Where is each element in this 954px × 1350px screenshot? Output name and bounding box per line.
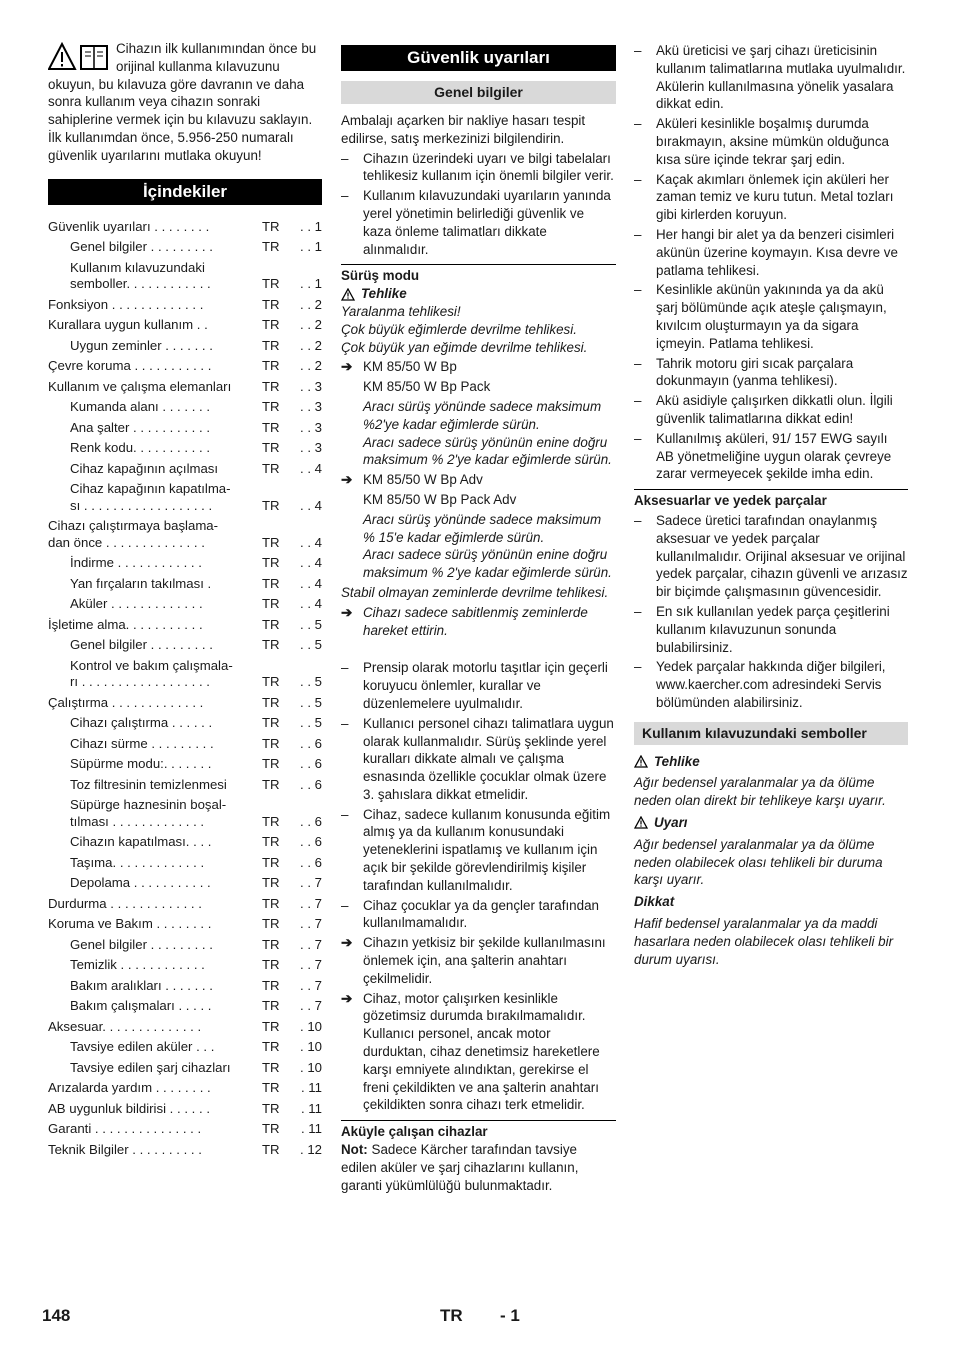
battery-note <box>341 1141 616 1194</box>
toc-title: İndirme . . . . . . . . . . . . <box>70 555 202 571</box>
toc-lang: TR <box>262 575 280 591</box>
toc-page: . . 6 <box>300 813 322 829</box>
general-list <box>341 150 616 259</box>
toc-row[interactable] <box>48 379 322 396</box>
drive-arrow-item-text: Cihaz, motor çalışırken kesinlikle gözetimsiz durumda bırakılmamalıdır. Kullanıcı personel, ancak motor durduktan, cihaz denetimsiz hareketlere karşı emniyete alındıktan, gerekirse el freni çekildikten ve ana şalterin anahtarı çekildikten sonra cihazı terk etmelidir. <box>363 990 600 1113</box>
general-heading: Genel bilgiler <box>341 81 616 104</box>
dash-marker: – <box>634 603 642 619</box>
toc-row[interactable] <box>48 358 322 375</box>
model-2-text-2: Aracı sadece sürüş yönünün enine doğru maksimum % 2'ye kadar eğimlerde sürün. <box>363 547 612 581</box>
toc-page: . . 6 <box>300 756 322 772</box>
footer-sub: - 1 <box>500 1306 520 1325</box>
battery-item <box>634 355 908 391</box>
toc-page: . . 4 <box>300 497 322 513</box>
toc-lang: TR <box>262 813 280 829</box>
column-left <box>48 40 322 1158</box>
toc-title: Kumanda alanı . . . . . . . <box>70 399 211 415</box>
dash-marker: – <box>634 512 642 528</box>
accessories-item-text: En sık kullanılan yedek parça çeşitlerini kullanım kılavuzunun sonunda bulabilirsiniz. <box>656 603 890 655</box>
general-item-text: Cihazın üzerindeki uyarı ve bilgi tabelaları tehlikesiz kullanım için önemli bilgiler verir. <box>363 150 614 184</box>
toc-title: Arızalarda yardım . . . . . . . . <box>48 1080 211 1096</box>
toc-lang: TR <box>262 1018 280 1034</box>
toc-title: Renk kodu. . . . . . . . . . . <box>70 440 210 456</box>
toc-page: . . 3 <box>300 419 322 435</box>
toc-row[interactable] <box>48 875 322 892</box>
toc-title: Bakım aralıkları . . . . . . . <box>70 977 213 993</box>
toc-title: Çevre koruma . . . . . . . . . . . <box>48 358 212 374</box>
warning-triangle-icon <box>634 755 648 768</box>
dash-marker: – <box>634 355 642 371</box>
accessories-item <box>634 603 908 656</box>
drive-arrow-list <box>341 934 616 1114</box>
toc-lang: TR <box>262 998 280 1014</box>
sym-warning-text: Ağır bedensel yaralanmalar ya da ölüme neden olabilecek olası tehlikeli bir duruma karşı uyarır. <box>634 836 883 888</box>
toc-page: . . 7 <box>300 895 322 911</box>
toc-page: . . 4 <box>300 460 322 476</box>
battery-item <box>634 392 908 428</box>
toc-page: . . 7 <box>300 998 322 1014</box>
intro-text-2: İlk kullanımdan önce, 5.956-250 numaralı güvenlik uyarılarını mutlaka okuyun! <box>48 129 294 163</box>
battery-item <box>634 171 908 224</box>
toc-lang: TR <box>262 1080 280 1096</box>
toc-page: . 10 <box>300 1018 322 1034</box>
toc-page: . . 7 <box>300 916 322 932</box>
toc-lang: TR <box>262 1121 280 1137</box>
dash-marker: – <box>341 150 349 166</box>
unstable-arrow <box>341 604 616 640</box>
battery-item <box>634 430 908 483</box>
toc-title: Cihaz kapağının kapatılma- sı . . . . . . . . . . . . . . . . . . <box>70 481 231 513</box>
toc-page: . . 5 <box>300 637 322 653</box>
toc-page: . . 6 <box>300 854 322 870</box>
toc-lang: TR <box>262 239 280 255</box>
toc-title: Uygun zeminler . . . . . . . <box>70 337 213 353</box>
toc-lang: TR <box>262 460 280 476</box>
toc-page: . . 6 <box>300 776 322 792</box>
unstable-arrow-text: Cihazı sadece sabitlenmiş zeminlerde hareket ettirin. <box>363 604 588 638</box>
battery-item <box>634 115 908 168</box>
toc-page: . . 2 <box>300 337 322 353</box>
column-middle <box>341 40 616 1194</box>
toc-row[interactable] <box>48 715 322 732</box>
dash-marker: – <box>634 171 642 187</box>
model-2-label: KM 85/50 W Bp Adv <box>363 472 483 488</box>
arrow-icon: ➔ <box>341 935 353 951</box>
arrow-icon: ➔ <box>341 472 353 488</box>
symbols-heading: Kullanım kılavuzundaki semboller <box>634 722 908 745</box>
accessories-heading: Aksesuarlar ve yedek parçalar <box>634 489 908 510</box>
sym-danger-text: Ağır bedensel yaralanmalar ya da ölüme neden olan direkt bir tehlikeye karşı uyarır. <box>634 775 886 809</box>
table-of-contents <box>48 219 322 1159</box>
toc-row[interactable] <box>48 219 322 236</box>
footer-lang: TR <box>440 1306 463 1325</box>
toc-page: . . 5 <box>300 715 322 731</box>
sym-danger <box>634 753 908 771</box>
accessories-item <box>634 658 908 711</box>
general-item-text: Kullanım kılavuzundaki uyarıların yanında yerel yönetimin belirlediği güvenlik ve kaza önleme talimatları dikkate alınmalıdır. <box>363 188 611 257</box>
toc-title: Kontrol ve bakım çalışmala- rı . . . . . . . . . . . . . . . . . . <box>70 657 233 690</box>
toc-page: . . 2 <box>300 296 322 312</box>
dash-marker: – <box>341 806 349 822</box>
battery-item-text: Kesinlikle akünün yakınında ya da akü şarj bölümünde açık ateşle çalışmayın, kıvılcım oluşturmayın ya da sigara içmeyin. Patlama tehlikesi. <box>656 282 887 351</box>
battery-item-text: Her hangi bir alet ya da benzeri cisimleri akünün üzerine koymayın. Kısa devre ve patlama tehlikesi. <box>656 226 898 278</box>
dash-marker: – <box>341 897 349 913</box>
sym-caution-text: Hafif bedensel yaralanmalar ya da maddi hasarlara neden olabilecek olası tehlikeli bir durum uyarısı. <box>634 916 894 967</box>
toc-title: Genel bilgiler . . . . . . . . . <box>70 936 213 952</box>
toc-lang: TR <box>262 596 280 612</box>
sym-warning-label: Uyarı <box>654 815 688 831</box>
toc-lang: TR <box>262 616 280 632</box>
toc-row[interactable] <box>48 1019 322 1036</box>
toc-title: Cihazı çalıştırmaya başlama- dan önce . . . . . . . . . . . . . . <box>48 518 219 550</box>
battery-item-text: Tahrik motoru giri sıcak parçalara dokunmayın (yanma tehlikesi). <box>656 355 854 389</box>
unstable-text: Stabil olmayan zeminlerde devrilme tehlikesi. <box>341 584 609 600</box>
sym-caution-label: Dikkat <box>634 894 675 910</box>
dash-marker: – <box>341 660 349 676</box>
toc-title: İşletime alma. . . . . . . . . . . <box>48 616 203 632</box>
toc-row[interactable] <box>48 481 322 514</box>
battery-item-text: Akü asidiyle çalışırken dikkatli olun. İlgili güvenlik talimatlarına dikkat edin! <box>656 393 893 426</box>
toc-title: Bakım çalışmaları . . . . . <box>70 998 212 1014</box>
battery-item-text: Akü üreticisi ve şarj cihazı üreticisinin kullanım talimatlarına mutlaka uyulmalıdır. Akülerin kullanılmasına yönelik yasalara dikkat edin. <box>656 43 906 112</box>
toc-title: Güvenlik uyarıları . . . . . . . . <box>48 218 210 234</box>
toc-page: . . 1 <box>300 218 322 234</box>
toc-lang: TR <box>262 1100 280 1116</box>
general-text: Ambalajı açarken bir nakliye hasarı tespit edilirse, satış merkezinizi bilgilendirin. <box>341 113 586 146</box>
battery-item-text: Kullanılmış aküleri, 91/ 157 EWG sayılı AB yönetmeliğine uygun olarak çevreye zarar vermeyecek şekilde imha edin. <box>656 430 892 482</box>
toc-lang: TR <box>262 276 280 292</box>
dash-marker: – <box>634 659 642 675</box>
toc-row[interactable] <box>48 1142 322 1159</box>
toc-page: . . 6 <box>300 735 322 751</box>
toc-page: . . 4 <box>300 555 322 571</box>
toc-lang: TR <box>262 977 280 993</box>
toc-title: Garanti . . . . . . . . . . . . . . . <box>48 1121 202 1137</box>
safety-heading: Güvenlik uyarıları <box>341 45 616 71</box>
intro-block <box>48 40 322 165</box>
toc-row[interactable] <box>48 239 322 256</box>
toc-row[interactable] <box>48 317 322 334</box>
drive-danger <box>341 285 616 303</box>
toc-row[interactable] <box>48 957 322 974</box>
toc-row[interactable] <box>48 617 322 634</box>
toc-title: Yan fırçaların takılması . <box>70 575 212 591</box>
toc-page: . . 4 <box>300 534 322 550</box>
model-1b: KM 85/50 W Bp Pack <box>363 379 491 395</box>
toc-row[interactable] <box>48 637 322 654</box>
toc-title: Tavsiye edilen şarj cihazları <box>70 1059 231 1075</box>
toc-title: Depolama . . . . . . . . . . . <box>70 875 211 891</box>
toc-page: . . 3 <box>300 399 322 415</box>
toc-row[interactable] <box>48 1039 322 1056</box>
toc-row[interactable] <box>48 896 322 913</box>
toc-title: Tavsiye edilen aküler . . . <box>70 1039 215 1055</box>
toc-row[interactable] <box>48 695 322 712</box>
toc-row[interactable] <box>48 1080 322 1097</box>
drive-arrow-item <box>341 934 616 987</box>
dash-marker: – <box>634 43 642 58</box>
toc-lang: TR <box>262 834 280 850</box>
model-1-text-1: Aracı sürüş yönünde sadece maksimum %2'ye kadar eğimlerde sürün. <box>363 398 602 432</box>
toc-row[interactable] <box>48 576 322 593</box>
battery-item <box>634 281 908 352</box>
model-2b: KM 85/50 W Bp Pack Adv <box>363 491 517 507</box>
toc-row[interactable] <box>48 518 322 551</box>
toc-page: . . 1 <box>300 276 322 292</box>
arrow-icon: ➔ <box>341 359 353 375</box>
toc-lang: TR <box>262 218 280 234</box>
arrow-icon: ➔ <box>341 990 353 1006</box>
toc-lang: TR <box>262 957 280 973</box>
toc-row[interactable] <box>48 834 322 851</box>
toc-title: Fonksiyon . . . . . . . . . . . . . <box>48 296 204 312</box>
drive-item-text: Prensip olarak motorlu taşıtlar için geçerli koruyucu önlemler, kurallar ve düzenlemelere uyulmalıdır. <box>363 660 608 711</box>
toc-row[interactable] <box>48 937 322 954</box>
toc-row[interactable] <box>48 658 322 691</box>
toc-row[interactable] <box>48 1101 322 1118</box>
battery-item-text: Kaçak akımları önlemek için aküleri her zaman temiz ve kuru tutun. Metal tozları gibi kirlerden koruyun. <box>656 171 894 223</box>
toc-page: . . 3 <box>300 440 322 456</box>
drive-item <box>341 659 616 712</box>
toc-lang: TR <box>262 776 280 792</box>
toc-page: . 11 <box>300 1121 322 1137</box>
toc-lang: TR <box>262 875 280 891</box>
drive-item <box>341 806 616 895</box>
model-2 <box>341 471 616 489</box>
toc-row[interactable] <box>48 756 322 773</box>
toc-title: Süpürme modu:. . . . . . . <box>70 756 212 772</box>
toc-lang: TR <box>262 1039 280 1055</box>
toc-title: Cihazın kapatılması. . . . <box>70 834 212 850</box>
toc-lang: TR <box>262 440 280 456</box>
toc-lang: TR <box>262 715 280 731</box>
toc-title: Taşıma. . . . . . . . . . . . . <box>70 854 205 870</box>
toc-row[interactable] <box>48 420 322 437</box>
toc-page: . 11 <box>300 1100 322 1116</box>
model-1 <box>341 358 616 376</box>
toc-lang: TR <box>262 936 280 952</box>
page-number: 148 <box>42 1306 71 1325</box>
toc-row[interactable] <box>48 399 322 416</box>
column-right <box>634 40 908 968</box>
general-item <box>341 187 616 258</box>
accessories-item-text: Sadece üretici tarafından onaylanmış aksesuar ve yedek parçalar kullanılmalıdır. Orijinal aksesuar ve orijinal yedek parçalar, cihazın güvenli ve arızasız bir biçimde çalışmasının güvencesidir. <box>656 512 908 600</box>
drive-list <box>341 659 616 932</box>
toc-title: Cihaz kapağının açılması <box>70 460 219 476</box>
battery-item-text: Aküleri kesinlikle boşalmış durumda bırakmayın, aksine mümkün olduğunca kısa süre içinde tekrar şarj edin. <box>656 116 889 167</box>
sym-danger-label: Tehlike <box>654 753 700 769</box>
toc-row[interactable] <box>48 596 322 613</box>
battery-item <box>634 226 908 279</box>
accessories-item-text: Yedek parçalar hakkında diğer bilgileri, www.kaercher.com adresindeki Servis bölümünden alabilirsiniz. <box>656 659 886 710</box>
intro-text: Cihazın ilk kullanımından önce bu orijinal kullanma kılavuzunu okuyun, bu kılavuza göre davranın ve daha sonra kullanım veya cihazın sonraki sahiplerine vermek için bu kılavuzu saklayın. <box>48 41 317 128</box>
toc-page: . . 2 <box>300 317 322 333</box>
toc-row[interactable] <box>48 1121 322 1138</box>
toc-lang: TR <box>262 534 280 550</box>
toc-row[interactable] <box>48 338 322 355</box>
toc-title: Aküler . . . . . . . . . . . . . <box>70 596 203 612</box>
toc-row[interactable] <box>48 916 322 933</box>
toc-page: . . 7 <box>300 977 322 993</box>
drive-item <box>341 715 616 804</box>
toc-title: Durdurma . . . . . . . . . . . . . <box>48 895 202 911</box>
drive-item-text: Kullanıcı personel cihazı talimatlara uygun olarak kullanmalıdır. Sürüş şeklinde yerel kuralları dikkate almalı ve çalışma esnasında özellikle çocuklar olmak üzere 3. şahıslara dikkat etmelidir. <box>363 715 614 802</box>
arrow-icon: ➔ <box>341 604 353 620</box>
toc-lang: TR <box>262 694 280 710</box>
battery-heading: Aküyle çalışan cihazlar <box>341 1120 616 1141</box>
accessories-item <box>634 512 908 601</box>
toc-page: . . 4 <box>300 596 322 612</box>
toc-title: Kurallara uygun kullanım . . <box>48 317 208 333</box>
toc-page: . . 5 <box>300 694 322 710</box>
toc-lang: TR <box>262 756 280 772</box>
battery-note-label: Not: <box>341 1142 368 1158</box>
model-1-label: KM 85/50 W Bp <box>363 359 457 375</box>
toc-title: Çalıştırma . . . . . . . . . . . . . <box>48 694 204 710</box>
battery-item <box>634 42 908 113</box>
toc-row[interactable] <box>48 555 322 572</box>
toc-row[interactable] <box>48 461 322 478</box>
drive-warn-2: Çok büyük eğimlerde devrilme tehlikesi. <box>341 321 577 337</box>
toc-lang: TR <box>262 735 280 751</box>
toc-page: . . 6 <box>300 834 322 850</box>
toc-title: Genel bilgiler . . . . . . . . . <box>70 637 213 653</box>
dash-marker: – <box>634 430 642 446</box>
toc-page: . . 2 <box>300 358 322 374</box>
drive-arrow-item-text: Cihazın yetkisiz bir şekilde kullanılmasını önlemek için, ana şalterin anahtarı çekilmelidir. <box>363 935 606 986</box>
toc-row[interactable] <box>48 978 322 995</box>
toc-lang: TR <box>262 674 280 690</box>
dash-marker: – <box>341 188 349 204</box>
toc-lang: TR <box>262 1059 280 1075</box>
toc-lang: TR <box>262 378 280 394</box>
toc-lang: TR <box>262 296 280 312</box>
toc-heading: İçindekiler <box>48 179 322 205</box>
toc-lang: TR <box>262 419 280 435</box>
toc-page: . 11 <box>300 1080 322 1096</box>
dash-marker: – <box>341 715 349 731</box>
toc-lang: TR <box>262 497 280 513</box>
toc-title: Genel bilgiler . . . . . . . . . <box>70 239 213 255</box>
toc-title: Ana şalter . . . . . . . . . . . <box>70 419 210 435</box>
toc-row[interactable] <box>48 777 322 794</box>
dash-marker: – <box>634 226 642 242</box>
toc-page: . 12 <box>300 1141 322 1157</box>
drive-warn-3: Çok büyük yan eğimde devrilme tehlikesi. <box>341 339 588 355</box>
toc-lang: TR <box>262 1141 280 1157</box>
warning-triangle-icon <box>634 816 648 829</box>
toc-title: Kullanım ve çalışma elemanları <box>48 378 232 394</box>
dash-marker: – <box>634 393 642 409</box>
drive-danger-label: Tehlike <box>361 286 407 302</box>
toc-title: Cihazı çalıştırma . . . . . . <box>70 715 213 731</box>
toc-row[interactable] <box>48 855 322 872</box>
toc-page: . . 4 <box>300 575 322 591</box>
toc-title: Toz filtresinin temizlenmesi <box>70 776 227 792</box>
battery-list <box>634 42 908 483</box>
dash-marker: – <box>634 282 642 298</box>
toc-page: . 10 <box>300 1059 322 1075</box>
general-item <box>341 150 616 186</box>
toc-lang: TR <box>262 637 280 653</box>
toc-page: . . 7 <box>300 936 322 952</box>
toc-title: Koruma ve Bakım . . . . . . . . <box>48 916 212 932</box>
toc-title: Temizlik . . . . . . . . . . . . <box>70 957 205 973</box>
toc-page: . . 3 <box>300 378 322 394</box>
toc-title: AB uygunluk bildirisi . . . . . . <box>48 1100 210 1116</box>
toc-lang: TR <box>262 854 280 870</box>
warning-triangle-icon <box>341 288 355 301</box>
toc-row[interactable] <box>48 1060 322 1077</box>
toc-title: Teknik Bilgiler . . . . . . . . . . <box>48 1141 202 1157</box>
toc-title: Süpürge haznesinin boşal- tılması . . . . . . . . . . . . . <box>70 797 227 829</box>
toc-page: . . 5 <box>300 616 322 632</box>
toc-row[interactable] <box>48 797 322 830</box>
accessories-list <box>634 512 908 712</box>
toc-lang: TR <box>262 317 280 333</box>
warning-manual-icon <box>48 42 110 72</box>
toc-page: . . 5 <box>300 674 322 690</box>
battery-note-text: Sadece Kärcher tarafından tavsiye edilen aküler ve şarj cihazlarını kullanın, garanti yükümlülüğü bulunmaktadır. <box>341 1142 579 1193</box>
toc-lang: TR <box>262 555 280 571</box>
dash-marker: – <box>634 116 642 132</box>
drive-item-text: Cihaz, sadece kullanım konusunda eğitim almış ya da kullanım konusundaki yeteneklerini ispatlamış ve kullanım için açık bir şekilde görevlendirilmiş kişiler tarafından kullanılmalıdır. <box>363 806 611 893</box>
model-2-text-1: Aracı sürüş yönünde sadece maksimum % 15'e kadar eğimlerde sürün. <box>363 511 602 545</box>
toc-row[interactable] <box>48 297 322 314</box>
toc-lang: TR <box>262 895 280 911</box>
toc-lang: TR <box>262 916 280 932</box>
drive-item <box>341 897 616 933</box>
toc-lang: TR <box>262 358 280 374</box>
drive-warn-1: Yaralanma tehlikesi! <box>341 303 461 319</box>
toc-page: . . 7 <box>300 957 322 973</box>
drive-arrow-item <box>341 990 616 1115</box>
toc-title: Kullanım kılavuzundaki semboller. . . . . . . . . . . . <box>70 259 211 292</box>
toc-row[interactable] <box>48 440 322 457</box>
toc-title: Cihazı sürme . . . . . . . . . <box>70 735 214 751</box>
drive-heading: Sürüş modu <box>341 264 616 285</box>
toc-row[interactable] <box>48 736 322 753</box>
sym-warning <box>634 814 908 832</box>
model-1-text-2: Aracı sadece sürüş yönünün enine doğru maksimum % 2'ye kadar eğimlerde sürün. <box>363 434 612 468</box>
drive-item-text: Cihaz çocuklar ya da gençler tarafından kullanılmamalıdır. <box>363 897 599 931</box>
toc-row[interactable] <box>48 260 322 293</box>
toc-lang: TR <box>262 399 280 415</box>
toc-page: . . 1 <box>300 239 322 255</box>
toc-page: . 10 <box>300 1039 322 1055</box>
toc-row[interactable] <box>48 998 322 1015</box>
toc-lang: TR <box>262 337 280 353</box>
toc-title: Aksesuar. . . . . . . . . . . . . . <box>48 1018 202 1034</box>
toc-page: . . 7 <box>300 875 322 891</box>
